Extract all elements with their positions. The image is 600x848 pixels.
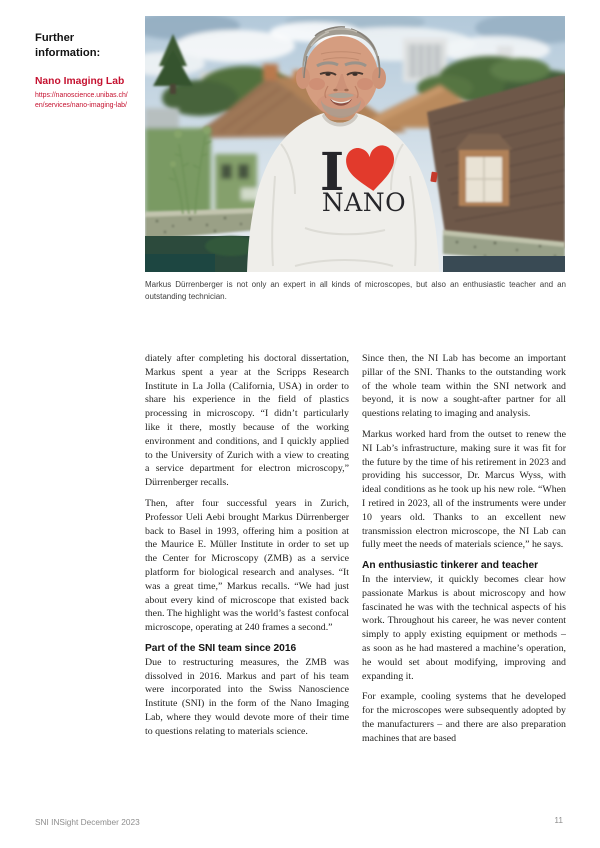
sidebar-further-information [35,31,137,112]
paragraph: Due to restructuring measures, the ZMB was dissolved in 2016. Markus and part of his team were incorporated into the Swiss Nanoscience Institute (SNI) in the form of the Nano Imaging Lab, where they would devote more of their time to questions relating to materials science. [145,656,349,737]
url-line-2: en/services/nano-imaging-lab/ [35,102,127,110]
paragraph: Markus worked hard from the outset to renew the NI Lab’s infrastructure, making sure it was fit for the future by the time of his retirement in 2023 and providing his successor, Dr. Marcus Wyss, with ideal conditions as he took up his new role. “When I retired in 2023, all of the instruments were under 10 years old. Thanks to an excellent new transmission electron microscope, the NI Lab can fully meet the needs of materials science,” he says. [362,428,566,551]
photo-caption: Markus Dürrenberger is not only an expert in all kinds of microscopes, but also an enthusiastic teacher and an outstanding technician. [145,280,566,301]
footer-issue: SNI INSight December 2023 [35,817,140,827]
further-info-heading: Further information: [35,32,101,59]
url-line-1: https://nanoscience.unibas.ch/ [35,91,128,99]
paragraph: For example, cooling systems that he developed for the microscopes were subsequently adopted by the manufacturers – and there are also preparation machines that are based [362,691,566,744]
article-columns [145,352,566,753]
section-heading: An enthusiastic tinkerer and teacher [362,560,539,572]
article-column-right [362,352,566,753]
paragraph: Then, after four successful years in Zurich, Professor Ueli Aebi brought Markus Dürrenberger back to Basel in 1993, offering him a position at the Maurice E. Müller Institute in order to set up the Center for Microscopy (ZMB) as a service platform for biological research and analyses. “It was a great time,” Markus recalls. “We had just about every kind of microscope that existed back then. The highlight was the world’s fastest confocal microscope, operating at 240 frames a second.” [145,497,349,634]
rooftop-photo-illustration [145,16,565,272]
article-column-left [145,352,349,753]
paragraph: Since then, the NI Lab has become an important pillar of the SNI. Thanks to the outstanding work of the whole team within the SNI network and beyond, it is now a sought-after partner for all questions relating to imaging and analysis. [362,353,566,420]
photo-markus [145,16,565,272]
shirt-letter-i: I [319,142,345,203]
nano-imaging-lab-link[interactable]: Nano Imaging Lab [35,75,125,87]
shirt-word-nano: NANO [321,188,407,217]
footer-page-number: 11 [554,815,563,825]
section-heading: Part of the SNI team since 2016 [145,642,297,654]
nano-imaging-lab-url[interactable] [35,91,137,112]
paragraph: In the interview, it quickly becomes clear how passionate Markus is about microscopy and how fascinated he was with the technical aspects of his work. Throughout his career, he was never content simply to apply existing equipment or methods – as soon as he had mastered a machine’s operation, he would set about modifying, improving and expanding it. [362,573,566,682]
paragraph: diately after completing his doctoral dissertation, Markus spent a year at the Scripps Research Institute in La Jolla (California, USA) in order to share his experience in the field of plastics processing in microscopy. “I didn’t particularly like it there, mostly because of the working environment and conditions, and I quickly applied to the University of Zurich with a view to creating a service department for electron microscopy,” Dürrenberger recalls. [145,353,349,489]
dormer-window [455,134,513,206]
